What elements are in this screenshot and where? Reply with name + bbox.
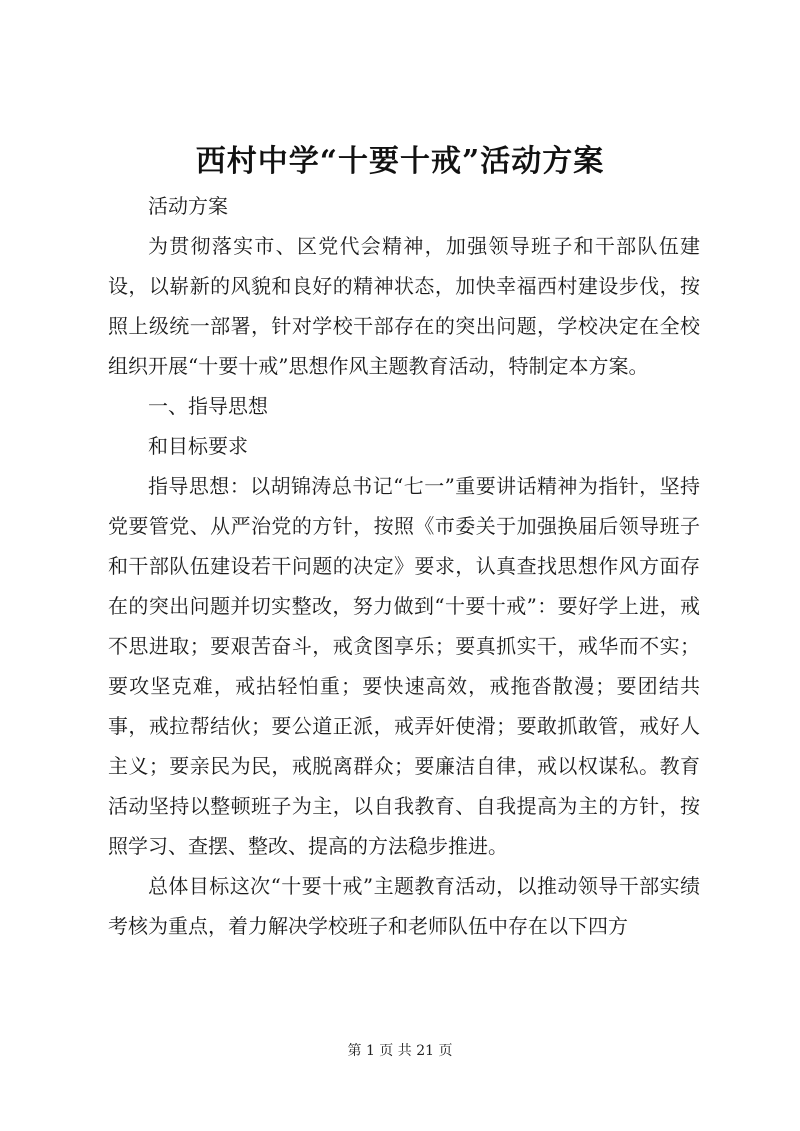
- document-title: 西村中学“十要十戒”活动方案: [195, 144, 605, 179]
- paragraph: 指导思想：以胡锦涛总书记“七一”重要讲话精神为指针，坚持党要管党、从严治党的方针，按照《市委关于加强换届后领导班子和干部队伍建设若干问题的决定》要求，认真查找思想作风方面存在的突出问题并切实整改，努力做到“十要十戒”：要好学上进，戒不思进取；要艰苦奋斗，戒贪图享乐；要真抓实干，戒华而不实；要攻坚克难，戒拈轻怕重；要快速高效，戒拖沓散漫；要团结共事，戒拉帮结伙；要公道正派，戒弄奸使滑；要敢抓敢管，戒好人主义；要亲民为民，戒脱离群众；要廉洁自律，戒以权谋私。教育活动坚持以整顿班子为主，以自我教育、自我提高为主的方针，按照学习、查摆、整改、提高的方法稳步推进。: [108, 474, 700, 858]
- paragraph: 为贯彻落实市、区党代会精神，加强领导班子和干部队伍建设，以崭新的风貌和良好的精神状态，加快幸福西村建设步伐，按照上级统一部署，针对学校干部存在的突出问题，学校决定在全校组织开展“十要十戒”思想作风主题教育活动，特制定本方案。: [108, 234, 700, 378]
- page-number-footer: 第 1 页 共 21 页: [347, 1043, 453, 1059]
- document-body: [108, 186, 700, 946]
- section-heading: 和目标要求: [148, 434, 248, 458]
- paragraph: 总体目标这次“十要十戒”主题教育活动，以推动领导干部实绩考核为重点，着力解决学校班子和老师队伍中存在以下四方: [108, 874, 700, 938]
- section-heading: 一、指导思想: [148, 394, 268, 418]
- paragraph: 活动方案: [148, 194, 228, 218]
